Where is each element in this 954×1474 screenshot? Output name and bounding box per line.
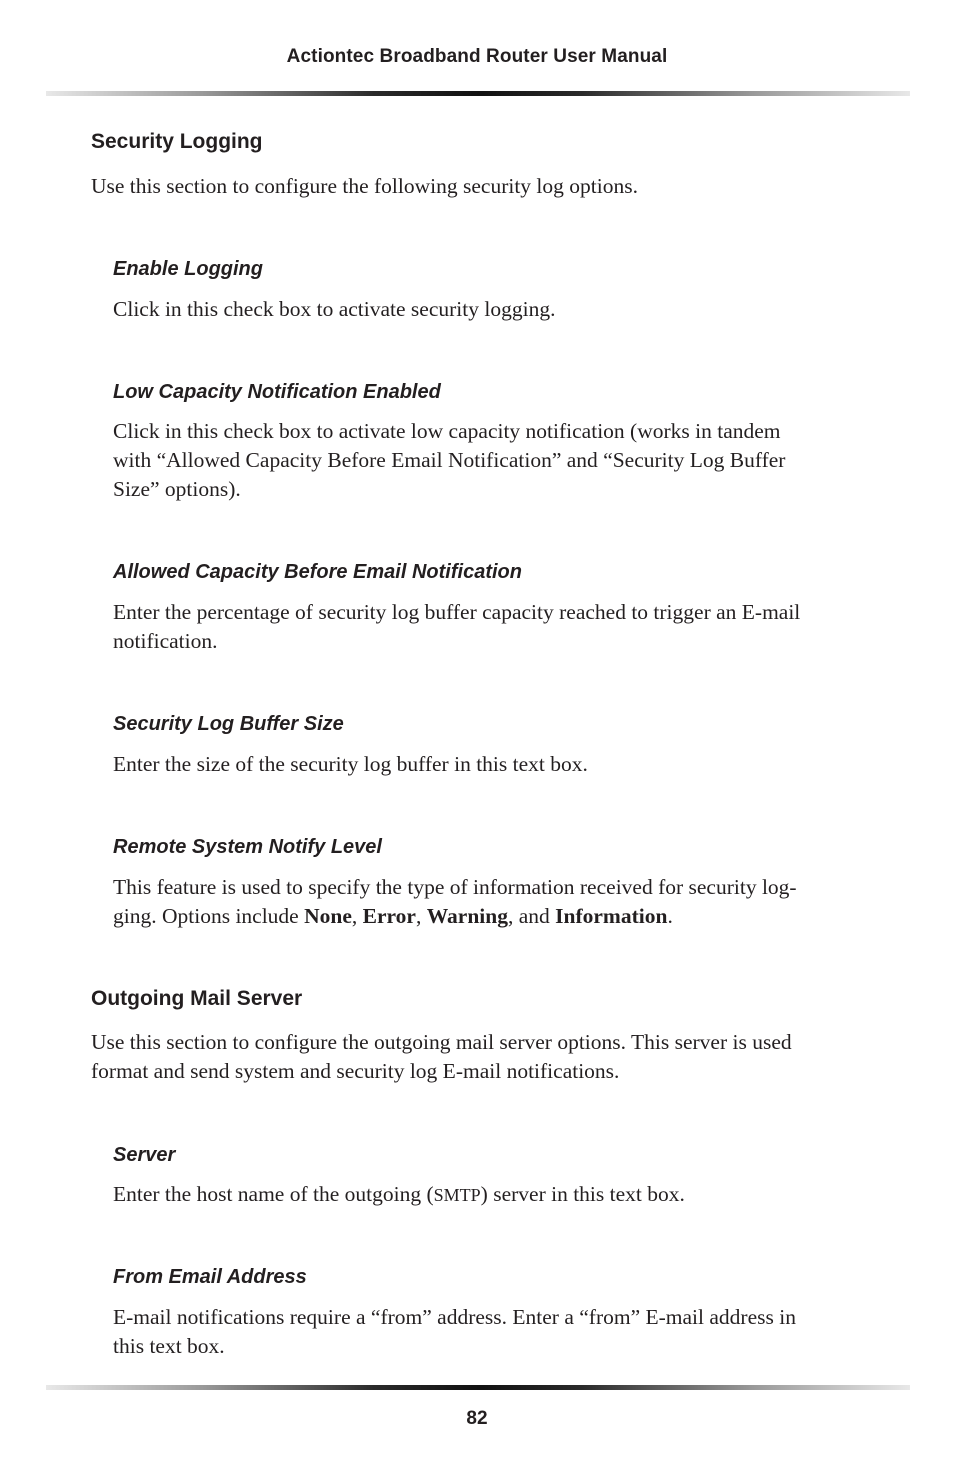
- option-none: None: [304, 904, 352, 928]
- outgoing-mail-line-2: format and send system and security log E-mail notifications.: [91, 1059, 620, 1083]
- security-logging-heading: Security Logging: [91, 130, 263, 153]
- period: .: [667, 904, 673, 928]
- remote-notify-heading: Remote System Notify Level: [113, 836, 382, 858]
- remote-notify-body: [113, 873, 863, 931]
- separator: ,: [415, 904, 427, 928]
- allowed-capacity-body: [113, 598, 863, 656]
- low-capacity-heading: Low Capacity Notification Enabled: [113, 381, 441, 403]
- outgoing-mail-intro: [91, 1028, 871, 1086]
- buffer-size-heading: Security Log Buffer Size: [113, 713, 344, 735]
- low-capacity-line-2: with “Allowed Capacity Before Email Notification” and “Security Log Buffer: [113, 448, 786, 472]
- buffer-size-body: Enter the size of the security log buffer in this text box.: [113, 752, 588, 776]
- server-body-prefix: Enter the host name of the outgoing (: [113, 1182, 434, 1206]
- allowed-capacity-line-2: notification.: [113, 629, 218, 653]
- allowed-capacity-line-1: Enter the percentage of security log buffer capacity reached to trigger an E-mail: [113, 600, 801, 624]
- running-header: Actiontec Broadband Router User Manual: [286, 46, 668, 67]
- from-email-body: [113, 1303, 863, 1361]
- separator: ,: [351, 904, 363, 928]
- remote-notify-line-1: This feature is used to specify the type of information received for security log-: [113, 875, 797, 899]
- page-number: 82: [466, 1408, 488, 1429]
- option-warning: Warning: [426, 904, 508, 928]
- low-capacity-body: [113, 417, 863, 504]
- low-capacity-line-1: Click in this check box to activate low capacity notification (works in tandem: [113, 419, 781, 443]
- from-email-heading: From Email Address: [113, 1266, 307, 1288]
- separator: , and: [507, 904, 556, 928]
- server-body-suffix: ) server in this text box.: [480, 1182, 685, 1206]
- remote-notify-prefix: ging. Options include: [113, 904, 305, 928]
- enable-logging-body: Click in this check box to activate security logging.: [113, 297, 556, 321]
- option-information: Information: [555, 904, 668, 928]
- allowed-capacity-heading: Allowed Capacity Before Email Notification: [113, 561, 522, 583]
- low-capacity-line-3: Size” options).: [113, 477, 241, 501]
- remote-notify-line-2: [113, 902, 863, 931]
- footer-divider: [46, 1385, 910, 1390]
- server-body: [113, 1180, 863, 1210]
- from-email-line-2: this text box.: [113, 1334, 225, 1358]
- server-heading: Server: [113, 1144, 176, 1166]
- option-error: Error: [362, 904, 416, 928]
- enable-logging-heading: Enable Logging: [113, 258, 263, 280]
- security-logging-intro: Use this section to configure the following security log options.: [91, 174, 638, 198]
- outgoing-mail-line-1: Use this section to configure the outgoing mail server options. This server is used: [91, 1030, 792, 1054]
- outgoing-mail-heading: Outgoing Mail Server: [91, 987, 303, 1010]
- smtp-acronym: SMTP: [433, 1185, 481, 1205]
- header-divider: [46, 91, 910, 96]
- from-email-line-1: E-mail notifications require a “from” address. Enter a “from” E-mail address in: [113, 1305, 796, 1329]
